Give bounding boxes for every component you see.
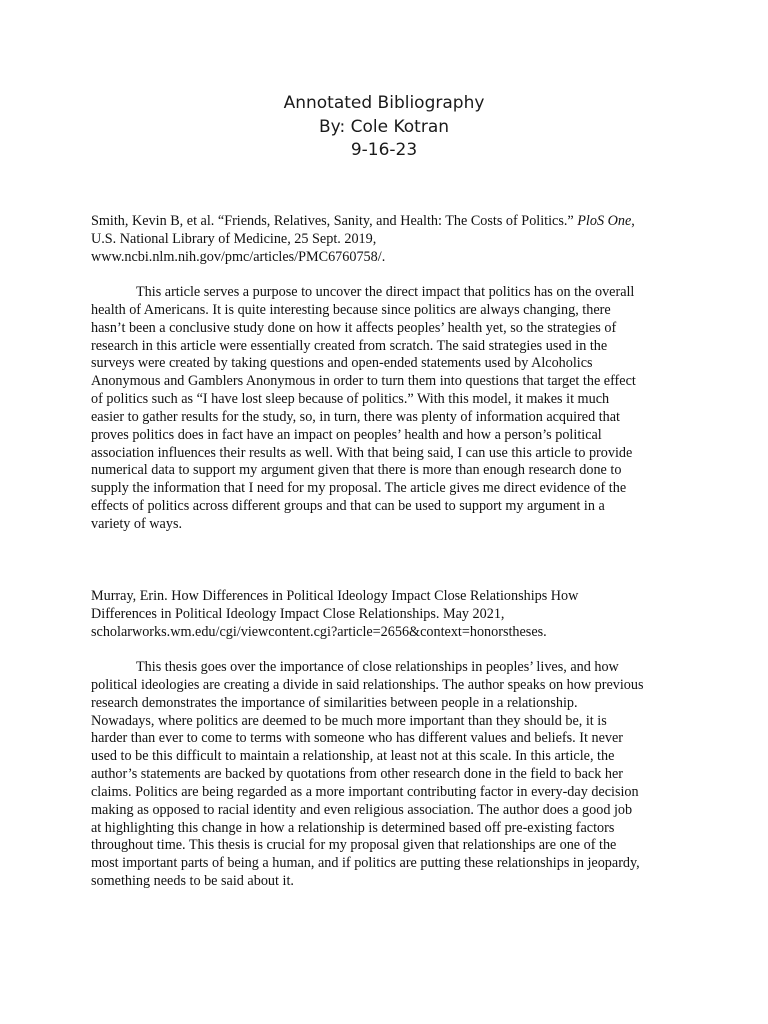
annotation-line: variety of ways. bbox=[91, 515, 183, 532]
annotation-murray bbox=[91, 659, 691, 891]
annotation-line: something needs to be said about it. bbox=[91, 873, 294, 890]
citation-line: U.S. National Library of Medicine, 25 Sept. 2019, bbox=[91, 230, 377, 247]
annotation-line: making as opposed to racial identity and even religious association. The author does a good job bbox=[91, 801, 633, 818]
annotation-line: Nowadays, where politics are deemed to be much more important than they should be, it is bbox=[91, 712, 607, 729]
citation-line: Differences in Political Ideology Impact Close Relationships. May 2021, bbox=[91, 605, 505, 622]
annotation-line: used to be this difficult to maintain a relationship, at least not at this scale. In this article, the bbox=[91, 748, 615, 765]
citation-url: www.ncbi.nlm.nih.gov/pmc/articles/PMC6760758/. bbox=[91, 248, 386, 265]
annotation-line: surveys were created by taking questions and open-ended statements used by Alcoholics bbox=[91, 355, 593, 372]
document-author: By: Cole Kotran bbox=[318, 116, 450, 137]
annotation-line: supply the information that I need for my proposal. The article gives me direct evidence of the bbox=[91, 480, 627, 497]
annotation-line: author’s statements are backed by quotations from other research done in the field to back her bbox=[91, 766, 623, 783]
annotation-line: numerical data to support my argument given that there is more than enough research done to bbox=[91, 462, 622, 479]
annotation-line: research demonstrates the importance of similarities between people in a relationship. bbox=[91, 694, 578, 711]
document-title: Annotated Bibliography bbox=[283, 93, 485, 113]
citation-line: Smith, Kevin B, et al. “Friends, Relatives, Sanity, and Health: The Costs of Politics.” PloS One, bbox=[91, 213, 635, 229]
citation-murray bbox=[91, 588, 691, 642]
annotation-line: This article serves a purpose to uncover the direct impact that politics has on the overall bbox=[136, 284, 635, 300]
annotation-line: hasn’t been a conclusive study done on how it affects peoples’ health yet, so the strategies of bbox=[91, 319, 617, 336]
annotation-line: harder than ever to come to terms with someone who has different values and beliefs. It never bbox=[91, 730, 623, 747]
annotation-line: This thesis goes over the importance of close relationships in peoples’ lives, and how bbox=[136, 659, 619, 675]
citation-line: Murray, Erin. How Differences in Political Ideology Impact Close Relationships How bbox=[91, 588, 579, 604]
annotation-line: effects of politics across different groups and that can be used to support my argument in a bbox=[91, 498, 605, 515]
annotation-line: research in this article were essentially created from scratch. The said strategies used in the bbox=[91, 337, 608, 354]
journal-title: PloS One bbox=[577, 213, 632, 229]
citation-smith bbox=[91, 213, 691, 267]
annotation-line: proves politics does in fact have an impact on peoples’ health and how a person’s political bbox=[91, 426, 602, 443]
annotation-line: of politics such as “I have lost sleep because of politics.” With this model, it makes it much bbox=[91, 391, 610, 408]
citation-url: scholarworks.wm.edu/cgi/viewcontent.cgi?article=2656&context=honorstheses. bbox=[91, 623, 547, 640]
annotation-line: claims. Politics are being regarded as a more important contributing factor in every-day decision bbox=[91, 783, 639, 800]
annotation-line: most important parts of being a human, and if politics are putting these relationships in jeopardy, bbox=[91, 855, 640, 872]
annotation-line: throughout time. This thesis is crucial for my proposal given that relationships are one of the bbox=[91, 837, 617, 854]
document-header bbox=[0, 92, 768, 163]
annotation-line: Anonymous and Gamblers Anonymous in order to turn them into questions that target the effect bbox=[91, 373, 636, 390]
annotation-line: political ideologies are creating a divide in said relationships. The author speaks on how previous bbox=[91, 676, 644, 693]
annotation-line: at highlighting this change in how a relationship is determined based off pre-existing factors bbox=[91, 819, 615, 836]
annotation-line: health of Americans. It is quite interesting because since politics are always changing, there bbox=[91, 301, 611, 318]
annotation-line: association influences their results as well. With that being said, I can use this article to provide bbox=[91, 444, 633, 461]
document-date: 9-16-23 bbox=[350, 140, 418, 160]
annotation-smith bbox=[91, 284, 691, 534]
annotation-line: easier to gather results for the study, so, in turn, there was plenty of information acquired that bbox=[91, 408, 620, 425]
